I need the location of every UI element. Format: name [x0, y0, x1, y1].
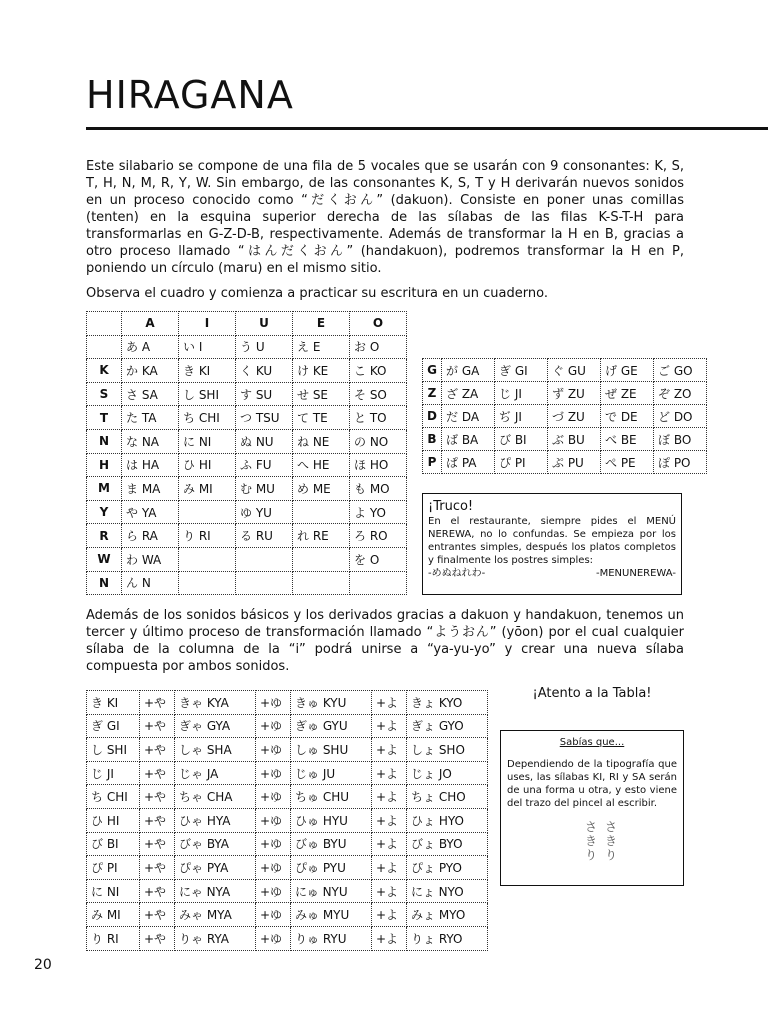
yoon-combined-cell: きゅ KYU: [291, 691, 372, 715]
deriv-table-row: [423, 405, 707, 428]
yoon-table-row: [87, 926, 488, 950]
main-table-row: [87, 477, 407, 501]
yoon-paragraph: Además de los sonidos básicos y los derivados gracias a dakuon y handakuon, tenemos un tercer y último proceso de transformación llamado “ようおん” (yōon) por el cual cualquier sílaba de la columna de la “i” podrá unirse a “ya-yu-yo” y crear una nueva sílaba compuesta por ambos sonidos.: [86, 608, 684, 674]
vowel-header: E: [293, 312, 350, 336]
truco-mnemonic-kana: -めぬねれわ-: [428, 568, 486, 579]
yoon-suffix-cell: +ゆ: [256, 785, 291, 809]
base-syllable-cell: ち CHI: [87, 785, 140, 809]
syllable-cell: く KU: [236, 359, 293, 383]
main-table-row: [87, 406, 407, 430]
kana-typography-samples: [585, 820, 625, 862]
syllable-cell: し SHI: [179, 382, 236, 406]
yoon-combined-cell: りゃ RYA: [175, 926, 256, 950]
syllable-cell: ぶ BU: [548, 428, 601, 451]
syllable-cell: と TO: [350, 406, 407, 430]
syllable-cell: す SU: [236, 382, 293, 406]
syllable-cell: こ KO: [350, 359, 407, 383]
syllable-cell: げ GE: [601, 359, 654, 382]
yoon-suffix-cell: +ゆ: [256, 856, 291, 880]
yoon-combined-cell: ちょ CHO: [407, 785, 488, 809]
syllable-cell: よ YO: [350, 500, 407, 524]
page-number: 20: [34, 957, 52, 973]
consonant-label: T: [87, 406, 122, 430]
deriv-table-row: [423, 428, 707, 451]
syllable-cell: め ME: [293, 477, 350, 501]
syllable-cell: か KA: [122, 359, 179, 383]
syllable-cell: ひ HI: [179, 453, 236, 477]
vowel-header: A: [122, 312, 179, 336]
yoon-combined-cell: じゃ JA: [175, 761, 256, 785]
yoon-suffix-cell: +よ: [372, 785, 407, 809]
yoon-table-row: [87, 761, 488, 785]
yoon-table-row: [87, 808, 488, 832]
main-table-row: [87, 500, 407, 524]
syllable-cell: で DE: [601, 405, 654, 428]
syllable-cell: け KE: [293, 359, 350, 383]
consonant-label: R: [87, 524, 122, 548]
consonant-label: N: [87, 571, 122, 595]
vowel-header: O: [350, 312, 407, 336]
yoon-combined-cell: みょ MYO: [407, 903, 488, 927]
syllable-cell: や YA: [122, 500, 179, 524]
syllable-cell: ゆ YU: [236, 500, 293, 524]
base-syllable-cell: き KI: [87, 691, 140, 715]
sabias-box: [500, 730, 684, 886]
syllable-cell: ぽ PO: [654, 451, 707, 474]
practice-instruction: Observa el cuadro y comienza a practicar su escritura en un cuaderno.: [86, 286, 548, 301]
syllable-cell: が GA: [442, 359, 495, 382]
yoon-table-row: [87, 714, 488, 738]
syllable-cell: わ WA: [122, 547, 179, 571]
base-syllable-cell: り RI: [87, 926, 140, 950]
yoon-combined-cell: にゅ NYU: [291, 879, 372, 903]
yoon-suffix-cell: +ゆ: [256, 832, 291, 856]
main-table-row: [87, 429, 407, 453]
deriv-table-row: [423, 451, 707, 474]
yoon-combined-cell: ひゅ HYU: [291, 808, 372, 832]
syllable-cell: ろ RO: [350, 524, 407, 548]
base-syllable-cell: み MI: [87, 903, 140, 927]
yoon-combined-cell: しょ SHO: [407, 738, 488, 762]
yoon-suffix-cell: +や: [140, 832, 175, 856]
yoon-combined-cell: ぴょ PYO: [407, 856, 488, 880]
base-syllable-cell: じ JI: [87, 761, 140, 785]
yoon-combined-cell: ぴゅ PYU: [291, 856, 372, 880]
yoon-combined-cell: ちゅ CHU: [291, 785, 372, 809]
syllable-cell: き KI: [179, 359, 236, 383]
yoon-suffix-cell: +や: [140, 879, 175, 903]
syllable-cell: [179, 571, 236, 595]
syllable-cell: ら RA: [122, 524, 179, 548]
consonant-label: D: [423, 405, 442, 428]
main-table-corner: [87, 312, 122, 336]
syllable-cell: ど DO: [654, 405, 707, 428]
yoon-table-row: [87, 832, 488, 856]
yoon-suffix-cell: +や: [140, 761, 175, 785]
truco-box: [422, 493, 682, 595]
main-table-row: [87, 359, 407, 383]
yoon-combined-cell: ぴゃ PYA: [175, 856, 256, 880]
syllable-cell: ざ ZA: [442, 382, 495, 405]
syllable-cell: に NI: [179, 429, 236, 453]
yoon-suffix-cell: +ゆ: [256, 808, 291, 832]
syllable-cell: ぬ NU: [236, 429, 293, 453]
consonant-label: [87, 335, 122, 359]
yoon-suffix-cell: +や: [140, 714, 175, 738]
main-table-header-row: [87, 312, 407, 336]
syllable-cell: さ SA: [122, 382, 179, 406]
syllable-cell: づ ZU: [548, 405, 601, 428]
dakuon-handakuon-table: [422, 358, 707, 474]
syllable-cell: ん N: [122, 571, 179, 595]
atento-heading: ¡Atento a la Tabla!: [532, 686, 652, 701]
yoon-suffix-cell: +や: [140, 785, 175, 809]
truco-mnemonic: [428, 567, 676, 580]
truco-body: En el restaurante, siempre pides el MENÚ NEREWA, no lo confundas. Se empieza por los entrantes simples, después los platos completos y finalmente los postres simples:: [428, 516, 676, 566]
yoon-suffix-cell: +や: [140, 856, 175, 880]
yoon-combined-cell: しゅ SHU: [291, 738, 372, 762]
kana-sample: き: [605, 834, 618, 848]
sabias-body: Dependiendo de la tipografía que uses, las sílabas KI, RI y SA serán de una forma u otra, y esto viene del trazo del pincel al escribir.: [507, 759, 677, 809]
syllable-cell: ぜ ZE: [601, 382, 654, 405]
consonant-label: S: [87, 382, 122, 406]
yoon-combined-cell: ぎゅ GYU: [291, 714, 372, 738]
consonant-label: K: [87, 359, 122, 383]
syllable-cell: ぷ PU: [548, 451, 601, 474]
syllable-cell: ご GO: [654, 359, 707, 382]
yoon-suffix-cell: +ゆ: [256, 761, 291, 785]
syllable-cell: [293, 500, 350, 524]
syllable-cell: ぐ GU: [548, 359, 601, 382]
kana-sample-row: [585, 834, 625, 848]
truco-mnemonic-romaji: -MENUNEREWA-: [596, 568, 676, 579]
yoon-combined-cell: みゅ MYU: [291, 903, 372, 927]
consonant-label: G: [423, 359, 442, 382]
syllable-cell: だ DA: [442, 405, 495, 428]
kana-sample: り: [585, 848, 598, 862]
truco-title: ¡Truco!: [428, 499, 474, 514]
yoon-combined-cell: びゃ BYA: [175, 832, 256, 856]
syllable-cell: ぼ BO: [654, 428, 707, 451]
yoon-suffix-cell: +よ: [372, 832, 407, 856]
yoon-suffix-cell: +ゆ: [256, 691, 291, 715]
base-syllable-cell: ひ HI: [87, 808, 140, 832]
syllable-cell: ぢ JI: [495, 405, 548, 428]
yoon-suffix-cell: +や: [140, 738, 175, 762]
title-rule: [86, 127, 768, 130]
kana-sample: り: [605, 848, 618, 862]
syllable-cell: べ BE: [601, 428, 654, 451]
syllable-cell: の NO: [350, 429, 407, 453]
kana-sample: さ: [585, 820, 598, 834]
yoon-combined-cell: じゅ JU: [291, 761, 372, 785]
syllable-cell: う U: [236, 335, 293, 359]
syllable-cell: ぞ ZO: [654, 382, 707, 405]
yoon-combined-cell: ぎょ GYO: [407, 714, 488, 738]
consonant-label: B: [423, 428, 442, 451]
syllable-cell: そ SO: [350, 382, 407, 406]
yoon-combined-cell: じょ JO: [407, 761, 488, 785]
yoon-suffix-cell: +よ: [372, 691, 407, 715]
syllable-cell: り RI: [179, 524, 236, 548]
yoon-suffix-cell: +よ: [372, 738, 407, 762]
consonant-label: Z: [423, 382, 442, 405]
yoon-combined-cell: ひょ HYO: [407, 808, 488, 832]
syllable-cell: を O: [350, 547, 407, 571]
syllable-cell: ず ZU: [548, 382, 601, 405]
yoon-suffix-cell: +よ: [372, 714, 407, 738]
syllable-cell: ぎ GI: [495, 359, 548, 382]
syllable-cell: む MU: [236, 477, 293, 501]
syllable-cell: ま MA: [122, 477, 179, 501]
syllable-cell: び BI: [495, 428, 548, 451]
syllable-cell: [293, 547, 350, 571]
base-syllable-cell: び BI: [87, 832, 140, 856]
main-table-row: [87, 571, 407, 595]
page-title: HIRAGANA: [86, 73, 294, 117]
syllable-cell: は HA: [122, 453, 179, 477]
syllable-cell: い I: [179, 335, 236, 359]
syllable-cell: [179, 547, 236, 571]
yoon-suffix-cell: +ゆ: [256, 714, 291, 738]
syllable-cell: れ RE: [293, 524, 350, 548]
syllable-cell: み MI: [179, 477, 236, 501]
syllable-cell: て TE: [293, 406, 350, 430]
yoon-combined-cell: ちゃ CHA: [175, 785, 256, 809]
kana-sample: き: [585, 834, 598, 848]
yoon-combined-cell: にゃ NYA: [175, 879, 256, 903]
syllable-cell: [236, 571, 293, 595]
syllable-cell: ふ FU: [236, 453, 293, 477]
base-syllable-cell: に NI: [87, 879, 140, 903]
yoon-suffix-cell: +ゆ: [256, 879, 291, 903]
yoon-table-row: [87, 879, 488, 903]
base-syllable-cell: ぴ PI: [87, 856, 140, 880]
kana-sample-row: [585, 848, 625, 862]
yoon-combined-cell: きゃ KYA: [175, 691, 256, 715]
intro-paragraph: Este silabario se compone de una fila de 5 vocales que se usarán con 9 consonantes: K, S, T, H, N, M, R, Y, W. Sin embargo, de las consonantes K, S, T y H derivarán nuevos sonidos en un proceso conocido como “だくおん” (dakuon). Consiste en poner unas comillas (tenten) en la esquina superior derecha de las sílabas de las filas K-S-T-H para transformarlas en G-Z-D-B, respectivamente. Además de transformar la H en B, gracias a otro proceso llamado “はんだくおん” (handakuon), podremos transformar la H en P, poniendo un círculo (maru) en el mismo sitio.: [86, 159, 684, 276]
yoon-combined-cell: にょ NYO: [407, 879, 488, 903]
yoon-combined-cell: しゃ SHA: [175, 738, 256, 762]
yoon-table: [86, 690, 488, 951]
yoon-combined-cell: りゅ RYU: [291, 926, 372, 950]
yoon-table-row: [87, 785, 488, 809]
syllable-cell: な NA: [122, 429, 179, 453]
kana-sample: さ: [605, 820, 618, 834]
yoon-suffix-cell: +や: [140, 808, 175, 832]
syllable-cell: も MO: [350, 477, 407, 501]
yoon-table-row: [87, 691, 488, 715]
syllable-cell: ほ HO: [350, 453, 407, 477]
syllable-cell: じ JI: [495, 382, 548, 405]
yoon-suffix-cell: +や: [140, 691, 175, 715]
vowel-header: U: [236, 312, 293, 336]
syllable-cell: ね NE: [293, 429, 350, 453]
yoon-combined-cell: ひゃ HYA: [175, 808, 256, 832]
main-table-row: [87, 335, 407, 359]
syllable-cell: あ A: [122, 335, 179, 359]
hiragana-main-table: [86, 311, 407, 595]
yoon-suffix-cell: +よ: [372, 903, 407, 927]
sabias-title: Sabías que...: [559, 737, 625, 748]
yoon-suffix-cell: +ゆ: [256, 738, 291, 762]
syllable-cell: ぴ PI: [495, 451, 548, 474]
yoon-suffix-cell: +や: [140, 926, 175, 950]
yoon-suffix-cell: +よ: [372, 856, 407, 880]
consonant-label: Y: [87, 500, 122, 524]
yoon-combined-cell: みゃ MYA: [175, 903, 256, 927]
consonant-label: H: [87, 453, 122, 477]
deriv-table-row: [423, 382, 707, 405]
syllable-cell: つ TSU: [236, 406, 293, 430]
yoon-table-row: [87, 856, 488, 880]
syllable-cell: え E: [293, 335, 350, 359]
yoon-combined-cell: りょ RYO: [407, 926, 488, 950]
main-table-row: [87, 453, 407, 477]
yoon-table-row: [87, 903, 488, 927]
yoon-combined-cell: きょ KYO: [407, 691, 488, 715]
kana-sample-row: [585, 820, 625, 834]
yoon-suffix-cell: +や: [140, 903, 175, 927]
consonant-label: M: [87, 477, 122, 501]
consonant-label: W: [87, 547, 122, 571]
yoon-suffix-cell: +よ: [372, 761, 407, 785]
yoon-combined-cell: ぎゃ GYA: [175, 714, 256, 738]
yoon-suffix-cell: +よ: [372, 926, 407, 950]
main-table-row: [87, 524, 407, 548]
syllable-cell: ぱ PA: [442, 451, 495, 474]
yoon-table-row: [87, 738, 488, 762]
syllable-cell: ち CHI: [179, 406, 236, 430]
main-table-row: [87, 547, 407, 571]
yoon-suffix-cell: +よ: [372, 808, 407, 832]
yoon-suffix-cell: +ゆ: [256, 903, 291, 927]
consonant-label: P: [423, 451, 442, 474]
yoon-suffix-cell: +よ: [372, 879, 407, 903]
syllable-cell: [350, 571, 407, 595]
yoon-combined-cell: びゅ BYU: [291, 832, 372, 856]
syllable-cell: る RU: [236, 524, 293, 548]
vowel-header: I: [179, 312, 236, 336]
syllable-cell: ぺ PE: [601, 451, 654, 474]
base-syllable-cell: ぎ GI: [87, 714, 140, 738]
syllable-cell: ば BA: [442, 428, 495, 451]
syllable-cell: へ HE: [293, 453, 350, 477]
syllable-cell: せ SE: [293, 382, 350, 406]
base-syllable-cell: し SHI: [87, 738, 140, 762]
syllable-cell: [236, 547, 293, 571]
consonant-label: N: [87, 429, 122, 453]
main-table-row: [87, 382, 407, 406]
syllable-cell: [179, 500, 236, 524]
yoon-combined-cell: びょ BYO: [407, 832, 488, 856]
deriv-table-row: [423, 359, 707, 382]
yoon-suffix-cell: +ゆ: [256, 926, 291, 950]
syllable-cell: [293, 571, 350, 595]
syllable-cell: た TA: [122, 406, 179, 430]
syllable-cell: お O: [350, 335, 407, 359]
